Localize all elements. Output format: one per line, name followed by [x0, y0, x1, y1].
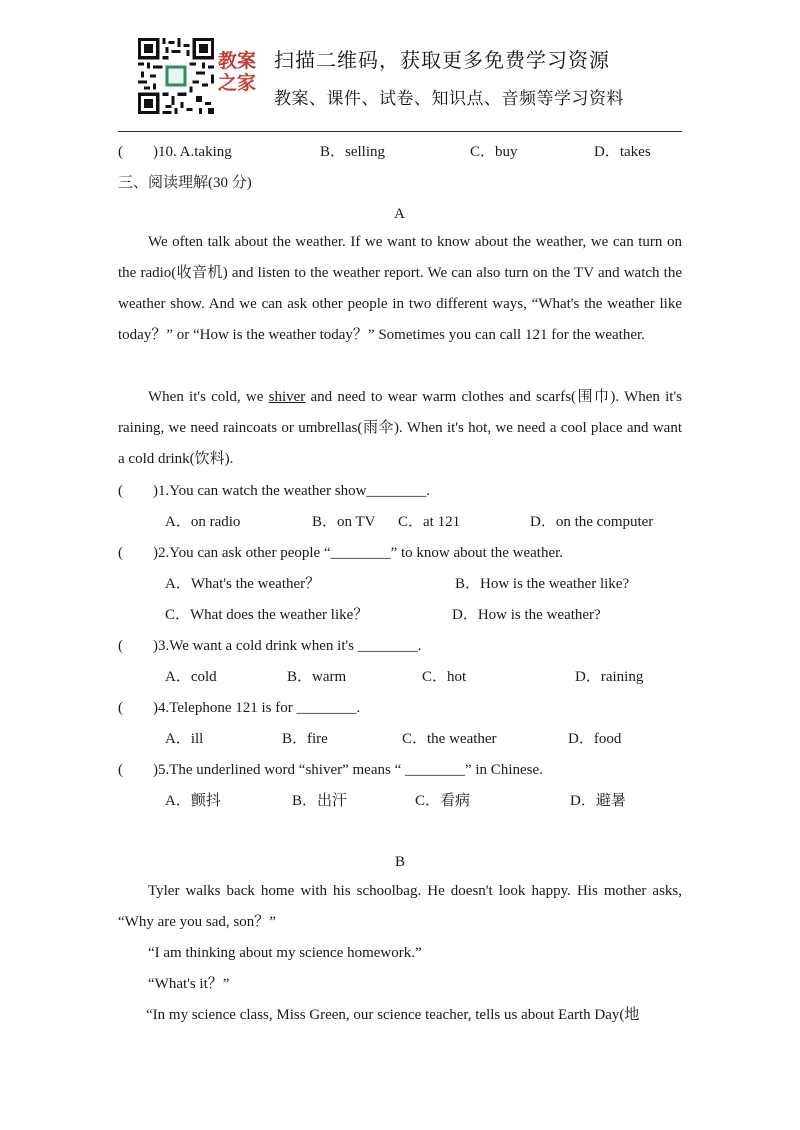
- site-logo: [218, 50, 256, 94]
- passage-b-paragraph-3: “What's it？”: [148, 976, 230, 992]
- passage-b-paragraph-1: Tyler walks back home with his schoolbag. He doesn't look happy. His mother asks, “Why are you sad, son？”: [118, 883, 682, 930]
- question-1-stem: ( )1.You can watch the weather show________.: [118, 483, 431, 499]
- question-4-stem: ( )4.Telephone 121 is for ________.: [118, 700, 361, 716]
- question-4-option-c: C．the weather: [402, 731, 497, 747]
- question-2-option-b: B．How is the weather like?: [455, 576, 630, 592]
- banner-subline: 教案、课件、试卷、知识点、音频等学习资料: [274, 89, 624, 109]
- passage-a-paragraph-1: We often talk about the weather. If we want to know about the weather, we can turn on the radio(收音机) and listen to the weather report. We can also turn on the TV and watch the weather show. And we can ask other people in two different ways, “What's the weather like today？” or “How is the weather today？” Sometimes you can call 121 for the weather.: [118, 234, 682, 343]
- underlined-word: shiver: [268, 389, 306, 405]
- question-3-option-c: C．hot: [422, 669, 467, 685]
- logo-line-1: 教案: [218, 50, 257, 72]
- question-10-stem: ( )10. A.taking: [118, 144, 232, 160]
- question-2-option-c: C．What does the weather like？: [165, 607, 369, 623]
- question-3-stem: ( )3.We want a cold drink when it's ________.: [118, 638, 422, 654]
- passage-b-heading: B: [395, 854, 406, 870]
- qr-code-icon: [138, 38, 214, 114]
- question-5-option-c: C．看病: [415, 793, 471, 809]
- header-divider: [118, 131, 682, 132]
- question-3-option-a: A．cold: [165, 669, 217, 685]
- logo-line-2: 之家: [218, 72, 257, 94]
- question-1-option-c: C．at 121: [398, 514, 461, 530]
- question-1-option-a: A．on radio: [165, 514, 241, 530]
- passage-a-heading: A: [394, 206, 405, 222]
- question-2-option-a: A．What's the weather？: [165, 576, 321, 592]
- question-1-option-b: B．on TV: [312, 514, 376, 530]
- question-1-option-d: D．on the computer: [530, 514, 654, 530]
- paragraph-2-start: When it's cold, we: [148, 389, 269, 405]
- section-title: 三、阅读理解(30 分): [118, 175, 252, 191]
- paragraph-2-rest: and need to wear warm clothes and scarfs(围巾). When it's raining, we need raincoats or umbrellas(雨伞). When it's hot, we need a cool place and want a cold drink(饮料).: [118, 389, 682, 467]
- question-2-stem: ( )2.You can ask other people “________” to know about the weather.: [118, 545, 564, 561]
- passage-b-paragraph-4: “In my science class, Miss Green, our science teacher, tells us about Earth Day(地: [146, 1007, 640, 1023]
- question-5-option-d: D．避暑: [570, 793, 626, 809]
- question-10-option-c: C．buy: [470, 144, 518, 160]
- question-4-option-b: B．fire: [282, 731, 328, 747]
- question-5-option-a: A．颤抖: [165, 793, 221, 809]
- question-3-option-b: B．warm: [287, 669, 347, 685]
- passage-a-paragraph-2: [118, 382, 682, 475]
- question-4-option-a: A．ill: [165, 731, 204, 747]
- question-2-option-d: D．How is the weather?: [452, 607, 601, 623]
- question-3-option-d: D．raining: [575, 669, 644, 685]
- passage-b-paragraph-2: “I am thinking about my science homework.”: [148, 945, 422, 961]
- question-5-stem: ( )5.The underlined word “shiver” means “ ________” in Chinese.: [118, 762, 543, 778]
- question-10-option-b: B．selling: [320, 144, 386, 160]
- banner-headline: 扫描二维码，获取更多免费学习资源: [274, 48, 610, 72]
- question-10-option-d: D．takes: [594, 144, 651, 160]
- question-5-option-b: B．出汗: [292, 793, 348, 809]
- question-4-option-d: D．food: [568, 731, 622, 747]
